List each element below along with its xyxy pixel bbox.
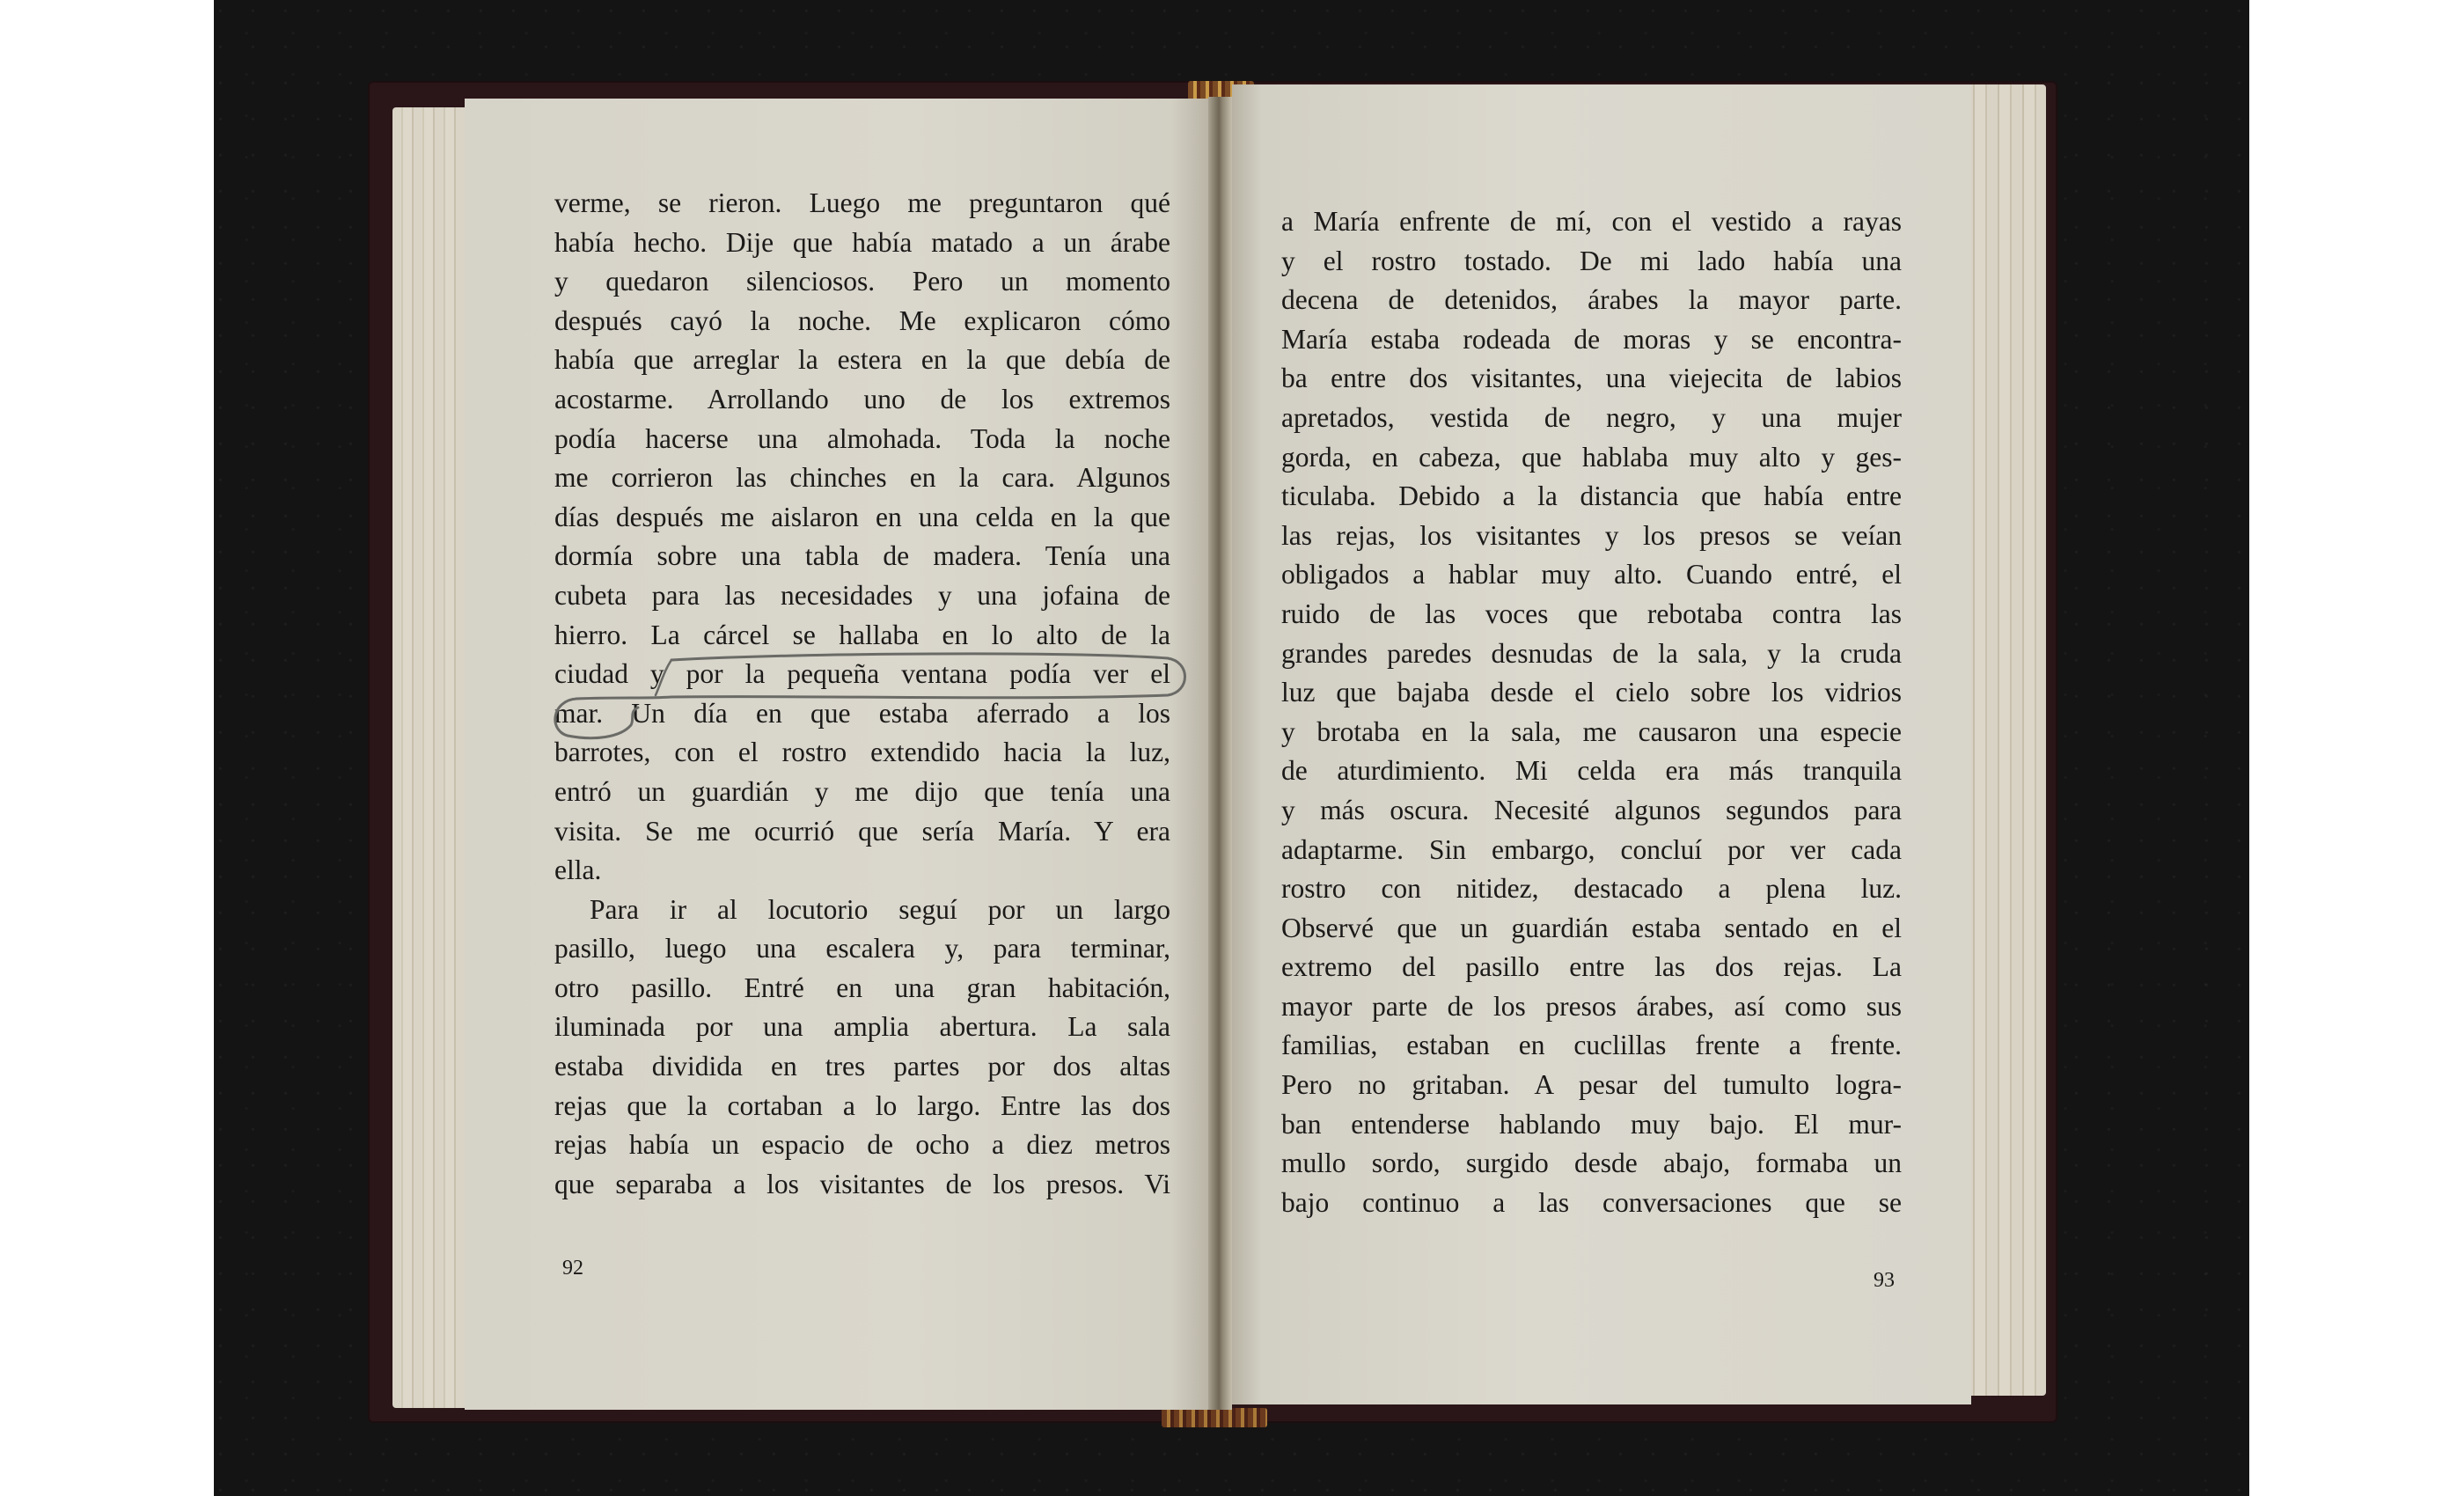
text-line: mar. Un día en que estaba aferrado a los [554,697,1170,729]
text-line: y más oscura. Necesité algunos segundos para [1281,794,1902,825]
text-line: mayor parte de los presos árabes, así como sus [1281,990,1902,1022]
text-line: luz que bajaba desde el cielo sobre los vidrios [1281,677,1902,708]
text-line: Pero no gritaban. A pesar del tumulto logra- [1281,1069,1902,1101]
text-line: podía hacerse una almohada. Toda la noche [554,422,1170,454]
text-line: ban entenderse hablando muy bajo. El mur- [1281,1108,1902,1140]
text-line: había hecho. Dije que había matado a un árabe [554,226,1170,258]
text-line: rostro con nitidez, destacado a plena luz. [1281,873,1902,905]
right-page-text [1281,202,1902,1222]
text-line: adaptarme. Sin embargo, concluí por ver cada [1281,833,1902,865]
text-line: familias, estaban en cuclillas frente a frente. [1281,1030,1902,1061]
text-line: grandes paredes desnudas de la sala, y la cruda [1281,637,1902,669]
text-line: bajo continuo a las conversaciones que se [1281,1186,1902,1218]
text-line: ruido de las voces que rebotaba contra las [1281,598,1902,629]
text-line: a María enfrente de mí, con el vestido a rayas [1281,206,1902,237]
text-line: y quedaron silenciosos. Pero un momento [554,266,1170,297]
text-line: acostarme. Arrollando uno de los extremos [554,383,1170,414]
text-line: pasillo, luego una escalera y, para terminar, [554,933,1170,964]
text-line: que separaba a los visitantes de los presos. Vi [554,1168,1170,1199]
text-line: verme, se rieron. Luego me preguntaron qué [554,187,1170,218]
text-line: mullo sordo, surgido desde abajo, formaba un [1281,1148,1902,1179]
text-line: rejas había un espacio de ocho a diez metros [554,1129,1170,1161]
text-line: había que arreglar la estera en la que debía de [554,344,1170,376]
text-line: María estaba rodeada de moras y se encontra- [1281,323,1902,355]
text-line: las rejas, los visitantes y los presos se veían [1281,519,1902,551]
text-line: de aturdimiento. Mi celda era más tranquila [1281,755,1902,787]
text-line: me corrieron las chinches en la cara. Algunos [554,462,1170,494]
text-line: apretados, vestida de negro, y una mujer [1281,401,1902,433]
text-line: iluminada por una amplia abertura. La sala [554,1011,1170,1043]
text-line: estaba dividida en tres partes por dos altas [554,1051,1170,1082]
text-line: días después me aislaron en una celda en la que [554,501,1170,532]
spine-headband-bottom [1162,1408,1267,1427]
text-line: hierro. La cárcel se hallaba en lo alto de la [554,619,1170,650]
text-line: barrotes, con el rostro extendido hacia la luz, [554,737,1170,768]
text-line: ciudad y por la pequeña ventana podía ver el [554,658,1170,690]
left-page-text [554,184,1170,1204]
text-line: otro pasillo. Entré en una gran habitación, [554,972,1170,1003]
text-line: extremo del pasillo entre las dos rejas. La [1281,951,1902,983]
text-line: decena de detenidos, árabes la mayor parte. [1281,284,1902,316]
text-line: ticulaba. Debido a la distancia que había entre [1281,480,1902,512]
book-gutter [1208,97,1232,1410]
text-line: gorda, en cabeza, que hablaba muy alto y ges- [1281,441,1902,473]
text-line: dormía sobre una tabla de madera. Tenía una [554,540,1170,572]
text-line: después cayó la noche. Me explicaron cómo [554,304,1170,336]
left-page-stack [392,107,472,1408]
text-line: Observé que un guardián estaba sentado en el [1281,912,1902,943]
text-line: entró un guardián y me dijo que tenía una [554,775,1170,807]
right-page-stack [1962,84,2046,1396]
text-line: y brotaba en la sala, me causaron una especie [1281,715,1902,747]
text-line: obligados a hablar muy alto. Cuando entré, el [1281,559,1902,590]
page-number-left: 92 [562,1257,583,1280]
text-line: cubeta para las necesidades y una jofaina de [554,579,1170,611]
text-line: visita. Se me ocurrió que sería María. Y era [554,815,1170,847]
text-line: y el rostro tostado. De mi lado había una [1281,245,1902,276]
text-line: ba entre dos visitantes, una viejecita de labios [1281,363,1902,394]
text-line: rejas que la cortaban a lo largo. Entre las dos [554,1089,1170,1121]
page-number-right: 93 [1874,1269,1895,1292]
paragraph-start-line: Para ir al locutorio seguí por un largo [590,893,1170,925]
text-line: ella. [554,854,602,886]
